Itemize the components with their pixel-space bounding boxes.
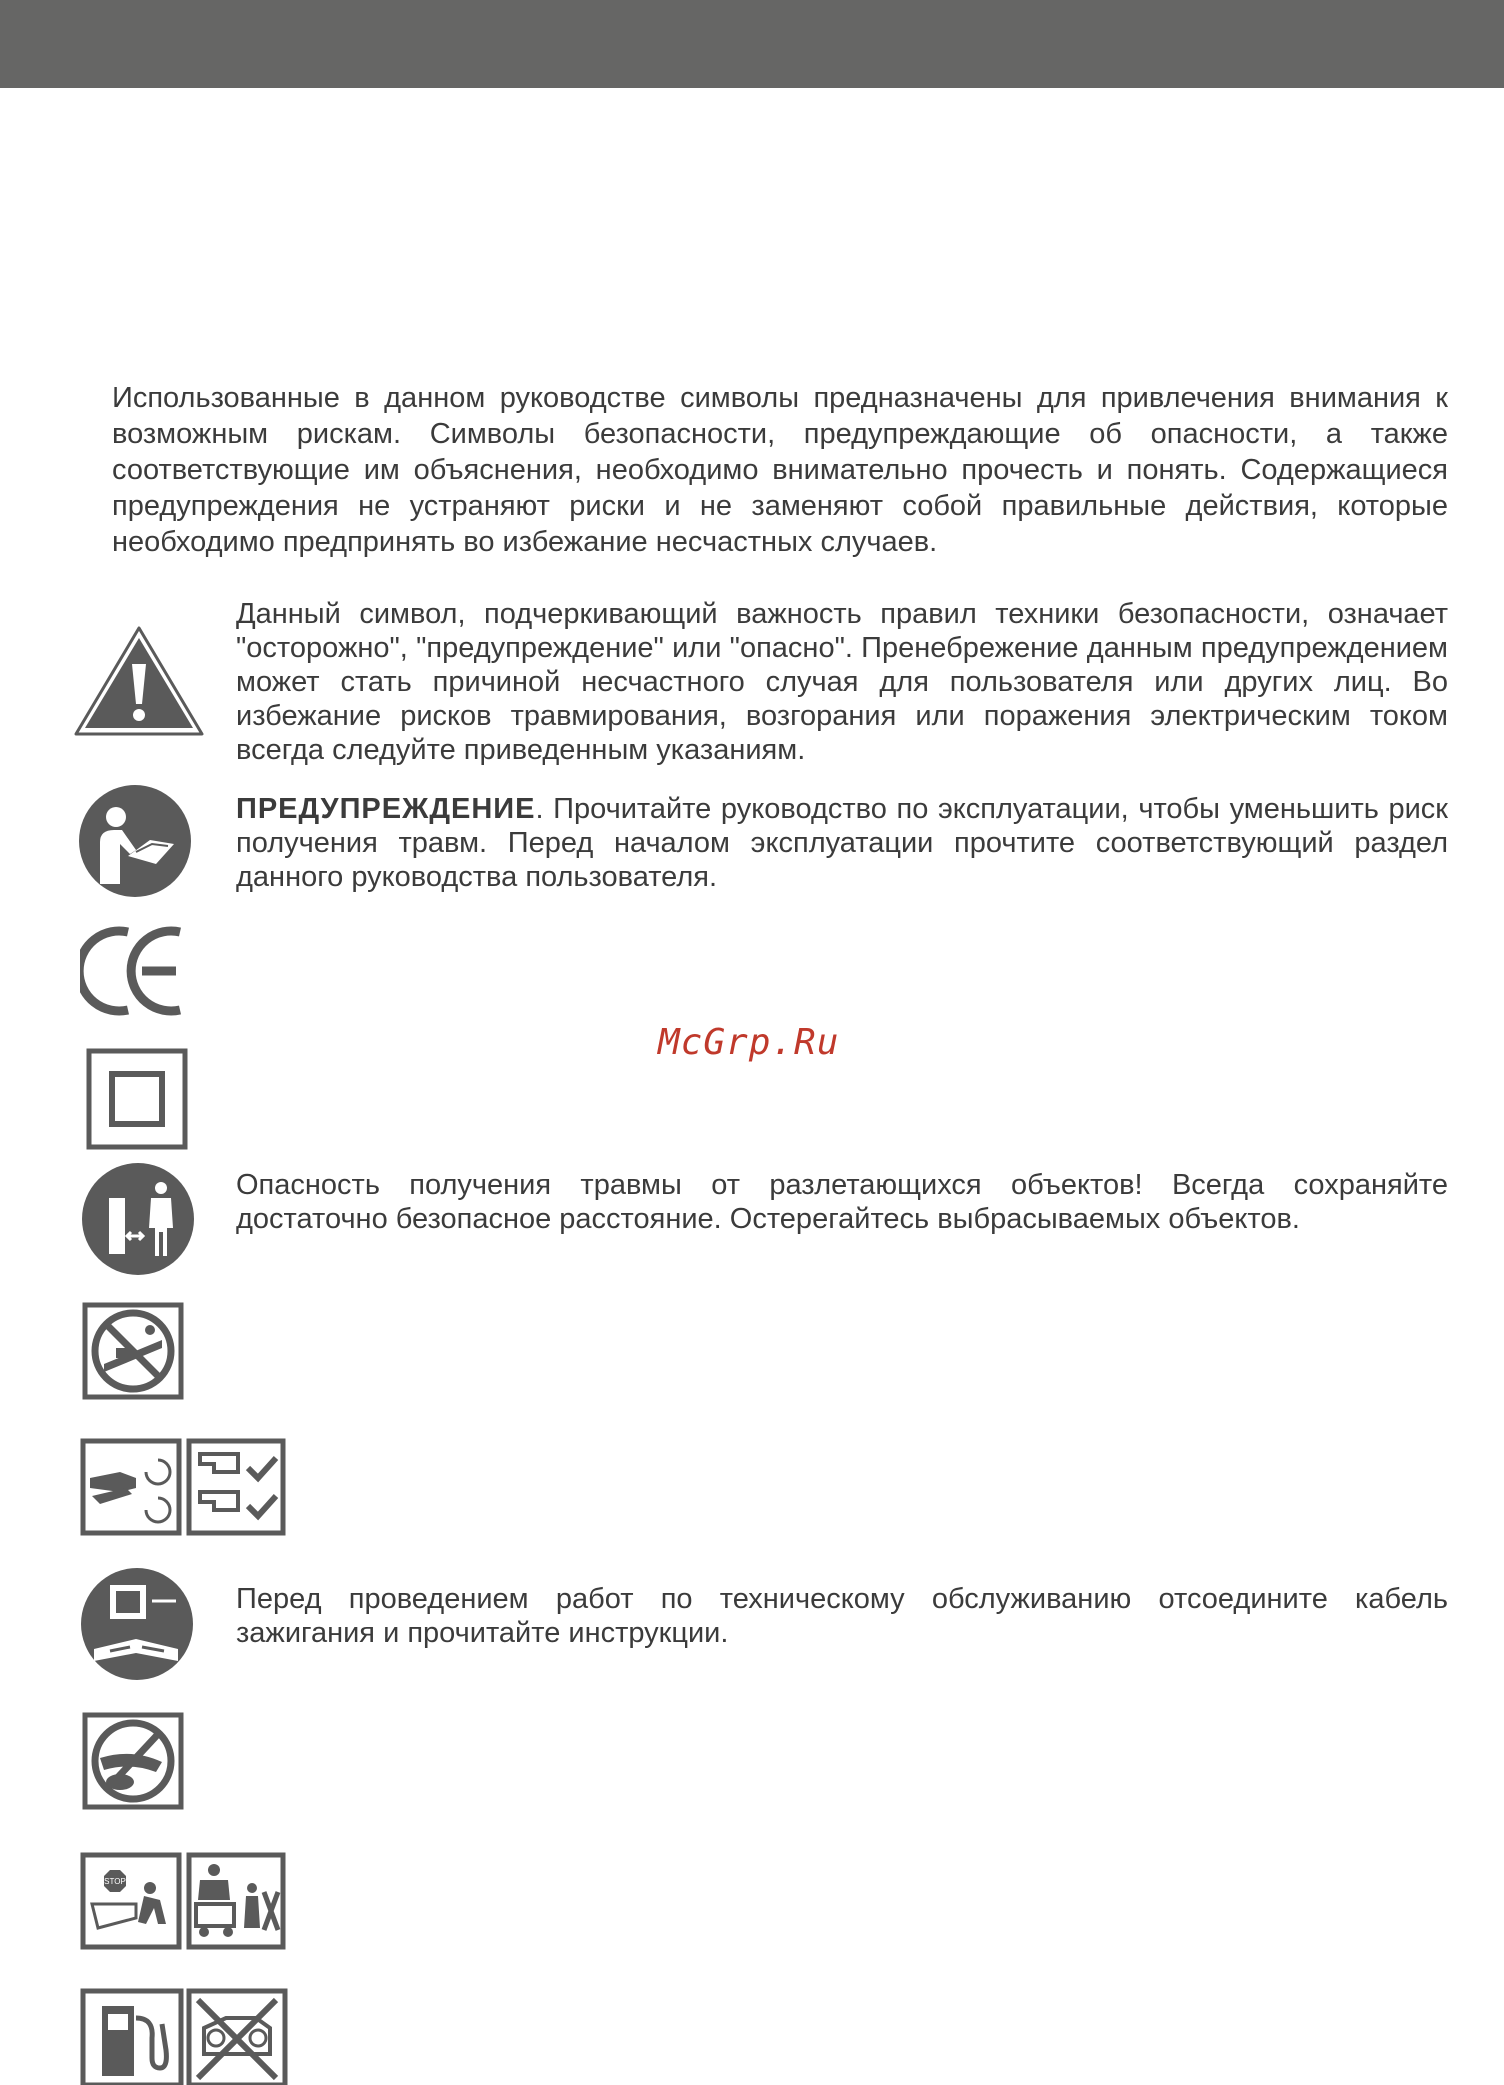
double-insulation-icon [86, 1048, 188, 1150]
safe-distance-icon [81, 1162, 195, 1276]
flying-objects-text: Опасность получения травмы от разлетающихся объектов! Всегда сохраняйте достаточно безопасное расстояние. Остерегайтесь выбрасываемых объектов. [236, 1169, 1448, 1235]
keep-children-away-icon [186, 1852, 286, 1950]
rotating-blade-hands-icon [80, 1438, 182, 1536]
warning-heading: ПРЕДУПРЕЖДЕНИЕ [236, 793, 536, 825]
page-header-bar [0, 0, 1504, 88]
ce-mark-icon [80, 922, 186, 1020]
no-hand-under-deck-icon [82, 1712, 184, 1810]
rotating-blade-feet-icon [186, 1438, 286, 1536]
no-refuel-running-icon [186, 1988, 288, 2085]
svg-text:STOP: STOP [104, 1877, 126, 1886]
stop-engine-icon [80, 1852, 182, 1950]
maintenance-text: Перед проведением работ по техническому обслуживанию отсоедините кабель зажигания и прочитайте инструкции. [236, 1583, 1448, 1649]
read-manual-icon [78, 784, 192, 898]
disconnect-spark-plug-icon [80, 1567, 194, 1681]
watermark: McGrp.Ru [658, 1022, 840, 1063]
read-manual-body: . Прочитайте руководство по эксплуатации, чтобы уменьшить риск получения травм. Перед началом эксплуатации прочтите соответствующий раздел данного руководства пользователя. [236, 793, 1448, 893]
warning-triangle-text: Данный символ, подчеркивающий важность правил техники безопасности, означает "осторожно", "предупреждение" или "опасно". Пренебрежение данным предупреждением может стать причиной несчастного случая для пользователя или других лиц. Во избежание рисков травмирования, возгорания или поражения электрическим током всегда следуйте приведенным указаниям. [236, 598, 1448, 766]
no-slope-mowing-icon [82, 1302, 184, 1400]
fuel-pump-icon [80, 1988, 184, 2085]
warning-triangle-icon [72, 624, 206, 738]
intro-paragraph: Использованные в данном руководстве символы предназначены для привлечения внимания к возможным рискам. Символы безопасности, предупреждающие об опасности, а также соответствующие им объяснения, необходимо внимательно прочесть и понять. Содержащиеся предупреждения не устраняют риски и не заменяют собой правильные действия, которые необходимо предпринять во избежание несчастных случаев. [112, 382, 1448, 558]
read-manual-text [236, 792, 1448, 894]
